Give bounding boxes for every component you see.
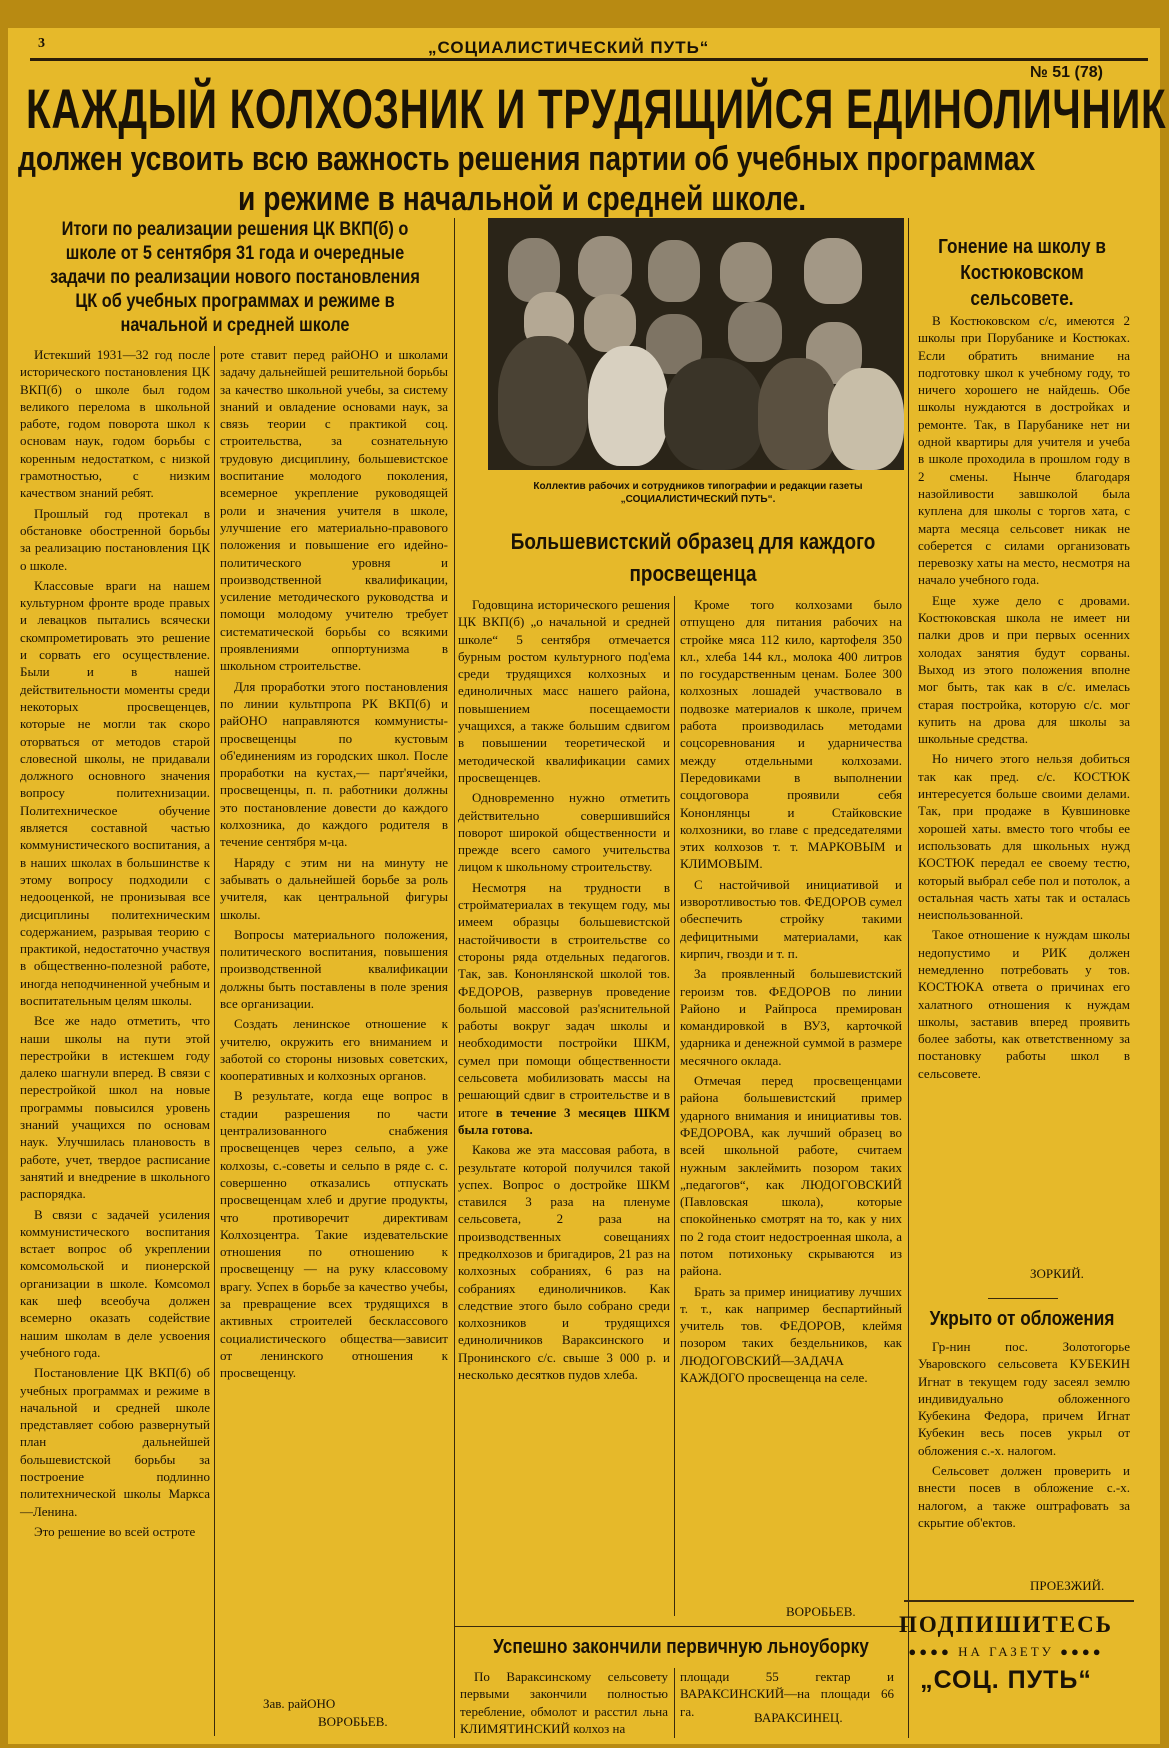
- paragraph: Это решение во всей остроте: [34, 1523, 196, 1539]
- paragraph: Сельсовет должен проверить и внести посев в обложение с.-х. налогом, а также оштрафовать за скрытие об'ектов.: [918, 1463, 1130, 1530]
- article4-title: Укрыто от обложения: [929, 1308, 1115, 1330]
- paragraph: Одновременно нужно отметить действительно совершившийся поворот широкой общественности и прежде всего самого учительства лицом к школьному строительству.: [458, 790, 670, 875]
- subscribe-line3: „СОЦ. ПУТЬ“: [920, 1666, 1092, 1694]
- page-header: [8, 28, 1160, 72]
- page-number: 3: [38, 36, 45, 51]
- article4-body: [918, 1338, 1130, 1578]
- paragraph: Кроме того колхозами было отпущено для питания рабочих на стройке мяса 112 кило, картофеля 350 кл., хлеба 144 кл., молока 400 литров по государственным ценам. Более 300 колхозных лошадей участвовало в подвозке материалов к школе, причем работа производилась методами соцсоревнования и ударничества между отдельными колхозами. Передовиками в выполнении соцдоговора проявили себя Кононлянцы и Стайковские колхозники, во главе с председателями этих колхозов т. т. МАРКОВЫМ и КЛИМОВЫМ.: [680, 597, 902, 872]
- subscribe-line2-text: НА ГАЗЕТУ: [958, 1644, 1054, 1659]
- column-divider: [674, 596, 675, 1616]
- paragraph: Классовые враги на нашем культурном фронте вроде правых и левацков пытались всячески скомпрометировать это решение и сорвать его осуществление. Были и в нашей действительности моменты среди некоторых просвещенцев, которые не могли так скоро оторваться от методов старой словесной школы, не придавали должного основного значения вопросу политехнизации. Политехническое обучение является составной частью коммунистического воспитания, а в наших школах в большинстве к этому вопросу подходили с недооценкой, не пронизывая все дисциплины политехническим содержанием, разрывая теорию с практикой, недостаточно участвуя в общественно-полезной работе, иногда неподчиненной учебным и воспитательным целям школы.: [20, 577, 210, 1008]
- section-divider: [988, 1298, 1058, 1299]
- paragraph: [458, 879, 670, 1138]
- paragraph: Прошлый год протекал в обстановке обостренной борьбы за реализацию постановления ЦК о школе.: [20, 505, 210, 573]
- paragraph: С настойчивой инициативой и изворотливостью тов. ФЕДОРОВ сумел обеспечить стройку такими дефицитными материалами, как кирпич, гвозди и т. п.: [680, 876, 902, 961]
- staff-photo: [488, 218, 904, 470]
- paragraph: Какова же эта массовая работа, в результате которой получился такой успех. Вопрос о достройке ШКМ ставился 3 раза на пленуме сельсовета, 2 раза на производственных совещаниях предколхозов и бригадиров, 21 раз на колхозных собраниях, 6 раз на собраниях единоличников. Как следствие этого было собрано среди колхозников и трудящихся единоличников Вараксинского и Пронинского с/с. свыше 3 000 р. и несколько десятков пудов хлеба.: [458, 1142, 670, 1383]
- header-rule: [30, 58, 1148, 61]
- article3-signature: ЗОРКИЙ.: [1030, 1266, 1084, 1281]
- column-divider: [674, 1668, 675, 1738]
- subscribe-box: [896, 1608, 1116, 1724]
- paragraph: В результате, когда еще вопрос в стадии разрешения по части централизованного снабжения просвещенцев через сельпо, а уже колхозы, с.-советы и сельпо в ряде с. с. совершенно отказались отпускать просвещенцам хлеб и другие продукты, что противоречит директивам Колхозцентра. Такие издевательские отношения по отношению к просвещенцу — на руку классовому врагу. Успех в борьбе за качество учебы, за превращение всех трудящихся в активных строителей бесклассового социалистического общества—зависит от ленинского отношения к просвещенцу.: [220, 1088, 448, 1381]
- paragraph: площади 55 гектар и ВАРАКСИНСКИЙ—на площади 66 га.: [680, 1669, 894, 1719]
- article5-signature: ВАРАКСИНЕЦ.: [754, 1710, 843, 1725]
- paragraph: Истекший 1931—32 год после исторического постановления ЦК ВКП(б) о школе был годом великого перелома в школьной работе, годом поворота школ к основам наук, годом борьбы с коренным недостатком, с низкой грамотностью, с низким качеством знаний ребят.: [20, 347, 210, 501]
- column-divider: [454, 218, 455, 1738]
- subscribe-line2: [896, 1644, 1116, 1660]
- paragraph: Еще хуже дело с дровами. Костюковская школа не имеет ни палки дров и при первых осенних холодах занятия будут сорваны. Выход из этого положения вполне мог быть, так как в с/с. имелась старая постройка, которую с/с. мог купить на дрова для школы за школьные средства.: [918, 592, 1130, 747]
- section-divider: [454, 1626, 908, 1627]
- section-divider: [904, 1600, 1134, 1602]
- paragraph: Но ничего этого нельзя добиться так как пред. с/с. КОСТЮК интересуется больше своими делами. Так, при продаже в Кувшиновке хорошей хаты. вместо того чтобы ее использовать для школьных нужд КОСТЮК передал ее своему тестю, который выбрал себе пол и потолок, а остальная часть хаты так и осталась неиспользованной.: [918, 751, 1130, 923]
- paragraph: Такое отношение к нуждам школы недопустимо и РИК должен немедленно потребовать у тов. КОСТЮКА ответа о причинах его халатного отношения к нуждам школы, заставив вперед проявить более заботы, как ответственному за постановку работы школ в сельсовете.: [918, 927, 1130, 1081]
- article5-col1: [460, 1668, 668, 1738]
- article2-signature: ВОРОБЬЕВ.: [786, 1604, 856, 1619]
- photo-caption: Коллектив рабочих и сотрудников типографии и редакции газеты „СОЦИАЛИСТИЧЕСКИЙ ПУТЬ“.: [533, 481, 863, 505]
- paragraph: В Костюковском с/с, имеются 2 школы при Порубанике и Костюках. Если обратить внимание на подготовку школ к учебному году, то ничего хорошего не найдешь. Обе школы нуждаются в достройках и ремонте. Так, в Парубанике нет ни одной квартиры для учителя и учеба в школе проходила в прошлом году в 2 смены. Нынче благодаря назойливости завшколой была куплена для школы с торгов хата, с марта месяца сельсовет никак не соберется с силами организовать перевозку хаты на место, несмотря на начало учебного года.: [918, 313, 1130, 588]
- paragraph: В связи с задачей усиления коммунистического воспитания встает вопрос об укреплении комсомольской и пионерской организации в школе. Комсомол как шеф всеобуча должен всемерно оказать содействие нашим школам в деле усвоения учебного года.: [20, 1206, 210, 1360]
- article2-col2: [680, 596, 902, 1600]
- paragraph: Брать за пример инициативу лучших т. т., как например беспартийный учитель тов. ФЕДОРОВ, клеймя позором таких бездельников, как ЛЮДОГОВСКИЙ—ЗАДАЧА КАЖДОГО просвещенца на селе.: [680, 1283, 902, 1386]
- article1-title: Итоги по реализации решения ЦК ВКП(б) о школе от 5 сентября 31 года и очередные задачи по реализации нового постановления ЦК об учебных программах и режиме в начальной и средней школе: [50, 219, 420, 336]
- article1-signature-title: Зав. райОНО: [263, 1696, 336, 1711]
- paragraph: Создать ленинское отношение к учителю, окружить его вниманием и заботой со стороны низовых советских, кооперативных и колхозных органов.: [220, 1016, 448, 1084]
- paragraph: По Вараксинскому сельсовету первыми закончили полностью теребление, обмолот и расстил льна КЛИМЯТИНСКИЙ колхоз на: [460, 1669, 668, 1736]
- paragraph: Все же надо отметить, что наши школы на пути этой перестройки в истекшем году далеко шагнули вперед. В связи с перестройкой школ на новые программы повысился уровень знаний учащихся по основам наук. Улучшилась плановость в работе, учет, твердое расписание занятий и внедрение в школьного распорядка.: [20, 1013, 210, 1202]
- paragraph: Вопросы материального положения, политического воспитания, повышения производственной квалификации должны быть поставлены в поле зрения все организации.: [220, 926, 448, 1011]
- paragraph-text: Несмотря на трудности в стройматериалах в текущем году, мы имеем образцы большевистской настойчивости в строительстве со стороны ряда отдельных педагогов. Так, зав. Кононлянской школой тов. ФЕДОРОВ, развернув проведение большой массовой раз'яснительной работы вокруг задач школы и необходимости постройки ШКМ, сумел при помощи общественности сельсовета мобилизовать массы на решающий сдвиг в строительстве и в итоге: [458, 879, 670, 1120]
- paper-name: „СОЦИАЛИСТИЧЕСКИЙ ПУТЬ“: [428, 38, 710, 57]
- article4-signature: ПРОЕЗЖИЙ.: [1030, 1578, 1105, 1593]
- article1-col1: [20, 346, 210, 1734]
- newspaper-page: [8, 28, 1167, 1744]
- article1-col2: [220, 346, 448, 1684]
- paragraph: Наряду с этим ни на минуту не забывать о дальнейшей борьбе за роль учителя, как центральной фигуры школы.: [220, 854, 448, 922]
- paragraph: роте ставит перед райОНО и школами задачу дальнейшей решительной борьбы за качество школьной учебы, за систему знаний и овладение основами наук, за связь теории с практикой соц. строительства, за сознательную трудовую дисциплину, большевистское воспитание молодого поколения, всемерное укрепление руководящей роли и значения учителя в школе, улучшение его материально-правового положения и повышение его идейно-политического уровня и производственной квалификации, усиление методического руководства и помощи молодому учителю требует систематической борьбы со всякими проявлениями оппортунизма в школьном строительстве.: [220, 347, 448, 674]
- column-divider: [908, 218, 909, 1738]
- dots-icon: ●●●●: [1060, 1644, 1104, 1659]
- article2-title: Большевистский образец для каждого просвещенца: [510, 529, 876, 586]
- article3-title: Гонение на школу в Костюковском сельсовете.: [938, 236, 1106, 310]
- article3-body: [918, 312, 1130, 1322]
- issue-number: № 51 (78): [1030, 64, 1103, 81]
- article1-signature: ВОРОБЬЕВ.: [318, 1714, 388, 1729]
- article5-title: Успешно закончили первичную льноуборку: [493, 1636, 869, 1658]
- paragraph: Постановление ЦК ВКП(б) об учебных программах и режиме в начальной и средней школе представляет собою развернутый план дальнейшей большевистской борьбы за построение подлинно политехнической школы Маркса—Ленина.: [20, 1365, 210, 1519]
- paragraph: За проявленный большевистский героизм тов. ФЕДОРОВ по линии Районо и Райпроса премирован командировкой в ВУЗ, карточкой ударника и денежной суммой в размере месячного оклада.: [680, 966, 902, 1068]
- column-divider: [214, 346, 215, 1736]
- paragraph: Годовщина исторического решения ЦК ВКП(б) „о начальной и средней школе“ 5 сентября отмечается бурным ростом культурного под'ема среди трудящихся колхозных и единоличных масс нашего района, повышением посещаемости учащихся, а также большим сдвигом в повышении теоретической и методической квалификации самих просвещенцев.: [458, 597, 670, 785]
- paragraph: Отмечая перед просвещенцами района большевистский пример ударного внимания и инициативы тов. ФЕДОРОВА, как лучший образец во всей школьной работе, считаем нужным заклеймить позором таких „педагогов“, как ЛЮДОГОВСКИЙ (Павловская школа), которые спокойненько смотрят на то, как у них по 2 года стоит недостроенная школа, а потом потихоньку скрываются из района.: [680, 1073, 902, 1279]
- paragraph: Гр-нин пос. Золотогорье Уваровского сельсовета КУБЕКИН Игнат в текущем году засеял землю индивидуально обложенного Кубекина Федора, причем Игнат Кубекин весь посев укрыл от обложения с.-х. налогом.: [918, 1339, 1130, 1458]
- headline-sub-2: и режиме в начальной и средней школе.: [238, 180, 807, 218]
- paragraph: Для проработки этого постановления по линии культпропа РК ВКП(б) и райОНО направляются коммунисты-просвещенцы по кустовым об'единениям из городских школ. После проработки на кустах,— парт'ячейки, просвещенцы, п. п. работники должны это постановление довести до каждого колхозника, до каждого родителя в течение сентября м-ца.: [220, 678, 448, 850]
- dots-icon: ●●●●: [908, 1644, 952, 1659]
- headline-main: КАЖДЫЙ КОЛХОЗНИК И ТРУДЯЩИЙСЯ ЕДИНОЛИЧНИК: [26, 77, 1167, 140]
- article2-col1: [458, 596, 670, 1608]
- bold-phrase: в течение 3 месяцев ШКМ была готова.: [458, 1104, 671, 1137]
- subscribe-line1: ПОДПИШИТЕСЬ: [899, 1612, 1113, 1637]
- headline-sub-1: должен усвоить всю важность решения партии об учебных программах: [18, 140, 1036, 178]
